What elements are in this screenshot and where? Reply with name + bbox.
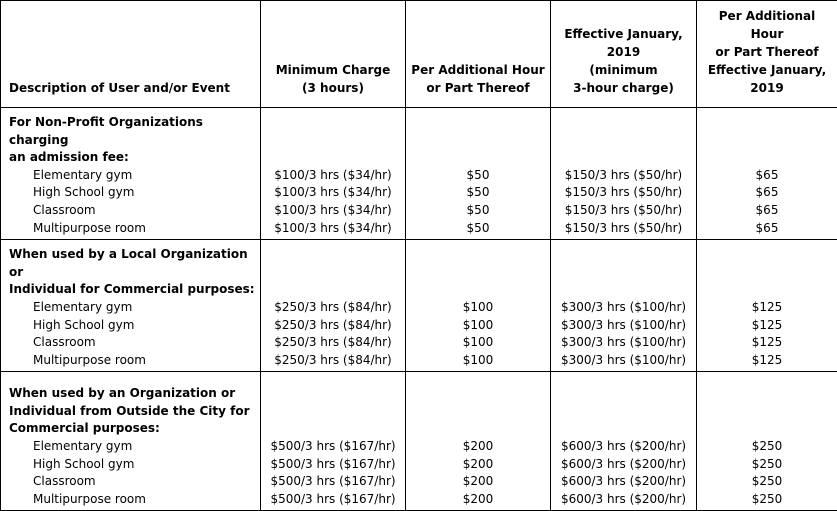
header-line: Effective January, <box>701 61 833 79</box>
header-line: Minimum Charge <box>265 61 401 79</box>
header-line: Per Additional Hour <box>410 61 546 79</box>
facility-item: High School gym <box>9 317 256 335</box>
header-row <box>1 1 837 108</box>
fee-value: $65 <box>701 184 833 202</box>
fee-value: $200 <box>410 491 546 509</box>
effective-2019-cell <box>551 372 697 511</box>
fee-value: $250/3 hrs ($84/hr) <box>265 299 401 317</box>
header-line: Per Additional Hour <box>701 7 833 43</box>
fee-value: $65 <box>701 202 833 220</box>
per-hour-cell <box>406 372 551 511</box>
fee-value: $125 <box>701 299 833 317</box>
fee-value: $100/3 hrs ($34/hr) <box>265 220 401 238</box>
facility-item: Multipurpose room <box>9 220 256 238</box>
fee-value: $100/3 hrs ($34/hr) <box>265 202 401 220</box>
group-row-local-commercial <box>1 240 837 372</box>
header-line: 3-hour charge) <box>555 79 692 97</box>
fee-value: $100/3 hrs ($34/hr) <box>265 167 401 185</box>
fee-value: $100 <box>410 352 546 370</box>
fee-value: $500/3 hrs ($167/hr) <box>265 438 401 456</box>
fee-value: $300/3 hrs ($100/hr) <box>555 317 692 335</box>
minimum-charge-cell <box>261 372 406 511</box>
facility-item: Classroom <box>9 334 256 352</box>
fee-value: $600/3 hrs ($200/hr) <box>555 456 692 474</box>
fee-value: $250/3 hrs ($84/hr) <box>265 352 401 370</box>
facility-item: Multipurpose room <box>9 352 256 370</box>
fee-value: $125 <box>701 352 833 370</box>
effective-2019-cell <box>551 108 697 240</box>
header-effective-2019 <box>551 1 697 108</box>
fee-value: $600/3 hrs ($200/hr) <box>555 473 692 491</box>
minimum-charge-cell <box>261 240 406 372</box>
fee-value: $500/3 hrs ($167/hr) <box>265 473 401 491</box>
effective-2019-cell <box>551 240 697 372</box>
facility-item: Elementary gym <box>9 299 256 317</box>
fee-value: $150/3 hrs ($50/hr) <box>555 184 692 202</box>
header-line: (minimum <box>555 61 692 79</box>
facility-item: Multipurpose room <box>9 491 256 509</box>
fee-value: $250/3 hrs ($84/hr) <box>265 334 401 352</box>
header-description: Description of User and/or Event <box>1 1 261 108</box>
fee-value: $125 <box>701 317 833 335</box>
group-title-line: Commercial purposes: <box>9 420 256 438</box>
fee-value: $150/3 hrs ($50/hr) <box>555 167 692 185</box>
fee-value: $100/3 hrs ($34/hr) <box>265 184 401 202</box>
header-per-hour-2019 <box>697 1 837 108</box>
group-title-line: When used by an Organization or <box>9 385 256 403</box>
group-title-line: Individual for Commercial purposes: <box>9 281 256 299</box>
fee-value: $150/3 hrs ($50/hr) <box>555 220 692 238</box>
per-hour-cell <box>406 108 551 240</box>
fee-value: $300/3 hrs ($100/hr) <box>555 352 692 370</box>
header-minimum-charge <box>261 1 406 108</box>
per-hour-cell <box>406 240 551 372</box>
fee-value: $300/3 hrs ($100/hr) <box>555 299 692 317</box>
header-per-additional-hour <box>406 1 551 108</box>
fee-value: $250/3 hrs ($84/hr) <box>265 317 401 335</box>
header-line: 2019 <box>701 79 833 97</box>
fee-value: $500/3 hrs ($167/hr) <box>265 456 401 474</box>
fee-value: $600/3 hrs ($200/hr) <box>555 438 692 456</box>
group-title-line: For Non-Profit Organizations charging <box>9 114 256 149</box>
fee-value: $125 <box>701 334 833 352</box>
group-description <box>1 108 261 240</box>
fee-value: $600/3 hrs ($200/hr) <box>555 491 692 509</box>
fee-value: $100 <box>410 334 546 352</box>
group-row-nonprofit <box>1 108 837 240</box>
fee-value: $65 <box>701 220 833 238</box>
fee-value: $250 <box>701 491 833 509</box>
header-line: 2019 <box>555 43 692 61</box>
header-line: or Part Thereof <box>701 43 833 61</box>
fee-value: $150/3 hrs ($50/hr) <box>555 202 692 220</box>
fee-value: $50 <box>410 202 546 220</box>
group-title-line: an admission fee: <box>9 149 256 167</box>
minimum-charge-cell <box>261 108 406 240</box>
header-line: (3 hours) <box>265 79 401 97</box>
per-hour-2019-cell <box>697 372 837 511</box>
group-description <box>1 372 261 511</box>
facility-item: High School gym <box>9 184 256 202</box>
per-hour-2019-cell <box>697 240 837 372</box>
fee-value: $200 <box>410 456 546 474</box>
facility-item: High School gym <box>9 456 256 474</box>
facility-item: Classroom <box>9 473 256 491</box>
fee-value: $250 <box>701 473 833 491</box>
fee-value: $250 <box>701 438 833 456</box>
group-title-line: When used by a Local Organization or <box>9 246 256 281</box>
facility-item: Elementary gym <box>9 438 256 456</box>
facility-item: Classroom <box>9 202 256 220</box>
fee-value: $200 <box>410 473 546 491</box>
fee-value: $100 <box>410 299 546 317</box>
header-line: or Part Thereof <box>410 79 546 97</box>
fee-value: $50 <box>410 220 546 238</box>
fee-value: $200 <box>410 438 546 456</box>
group-description <box>1 240 261 372</box>
per-hour-2019-cell <box>697 108 837 240</box>
facility-item: Elementary gym <box>9 167 256 185</box>
fee-value: $65 <box>701 167 833 185</box>
fee-value: $50 <box>410 184 546 202</box>
fee-value: $300/3 hrs ($100/hr) <box>555 334 692 352</box>
header-line: Effective January, <box>555 25 692 43</box>
group-row-outside-city <box>1 372 837 511</box>
fee-value: $100 <box>410 317 546 335</box>
fee-value: $50 <box>410 167 546 185</box>
group-title-line: Individual from Outside the City for <box>9 403 256 421</box>
fee-value: $250 <box>701 456 833 474</box>
fee-value: $500/3 hrs ($167/hr) <box>265 491 401 509</box>
